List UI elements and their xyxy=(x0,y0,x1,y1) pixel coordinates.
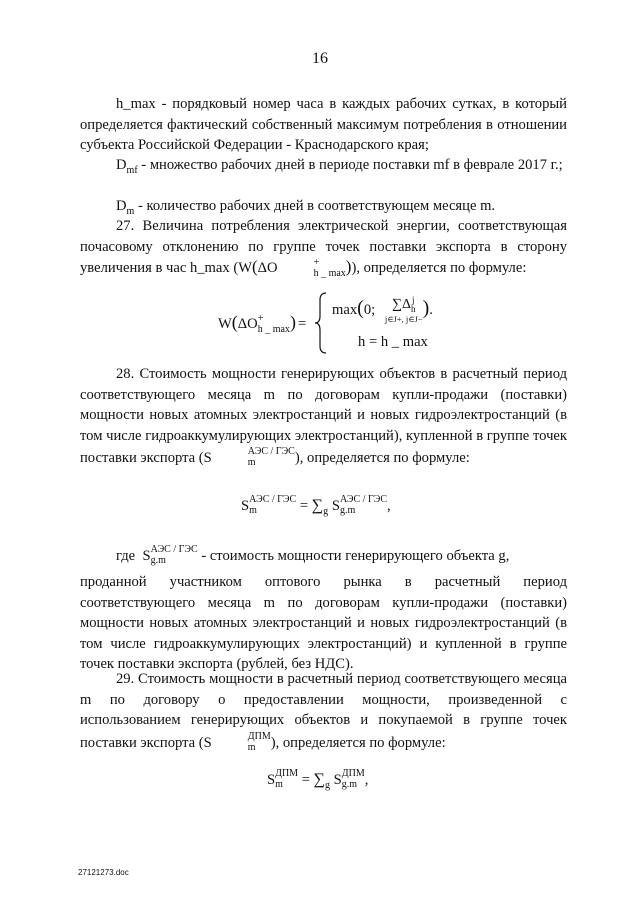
paragraph-28: 28. Стоимость мощности генерирующих объектов в расчетный период соответствующего месяца m по договорам купли-продажи (поставки) мощности новых атомных электростанций и новых гидроэлектростанций (в том числе гидроаккумулирующих электростанций), купленной в группе точек поставки экспорта (S АЭС / ГЭС m ), определяется по формуле: xyxy=(80,366,567,468)
paragraph-27: 27. Величина потребления электрической энергии, соответствующая почасовому отклонению по группе точек поставки экспорта в сторону увеличения в час h_max (W(ΔO + h _ max )), определяется по формуле: xyxy=(80,218,567,279)
paragraph-dm: $D_m$ - количество рабочих дней в соответствующем месяце m. xyxy=(116,198,496,217)
formula-s-aes: S АЭС / ГЭС m = $\sum_g$ S АЭС / ГЭС g.m , xyxy=(241,494,391,517)
paragraph-28-continued: проданной участником оптового рынка в расчетный период соответствующего месяца m по договорам купли-продажи (поставки) мощности новых атомных электростанций и новых гидроэлектростанций (в том числе гидроаккумулирующих электростанций) и купленной в группе точек поставки экспорта (рублей, без НДС). xyxy=(80,574,567,672)
footer-filename: 27121273.doc xyxy=(78,868,129,877)
paragraph-hmax: h_max - порядковый номер часа в каждых рабочих сутках, в который определяется фактический собственный максимум потребления в отношении субъекта Российской Федерации - Краснодарского края; xyxy=(80,96,567,153)
formula-s-dpm: S ДПМ m = $\sum_g$ S ДПМ g.m , xyxy=(267,768,369,791)
paragraph-29: 29. Стоимость мощности в расчетный период соответствующего месяца m по договору о предоставлении мощности, произведенной с использованием генерирующих объектов и покупаемой в группе точек поставки экспорта (S ДПМ m ), определяется по формуле: xyxy=(80,671,567,753)
paragraph-where: где S АЭС / ГЭС g.m - стоимость мощности генерирующего объекта g, xyxy=(116,544,510,566)
formula-w-max: W(ΔO + h _ max ) = max(0; ∑Δ j h j∈J+, j∈J− ). h = h _ max xyxy=(218,292,458,354)
inline-formula-w: W(ΔO + h _ max ) xyxy=(238,257,352,279)
page-number: 16 xyxy=(312,50,328,67)
left-brace-icon xyxy=(314,292,328,354)
paragraph-dmf: $D_{mf}$ - множество рабочих дней в периоде поставки mf в феврале 2017 г.; xyxy=(116,157,563,176)
